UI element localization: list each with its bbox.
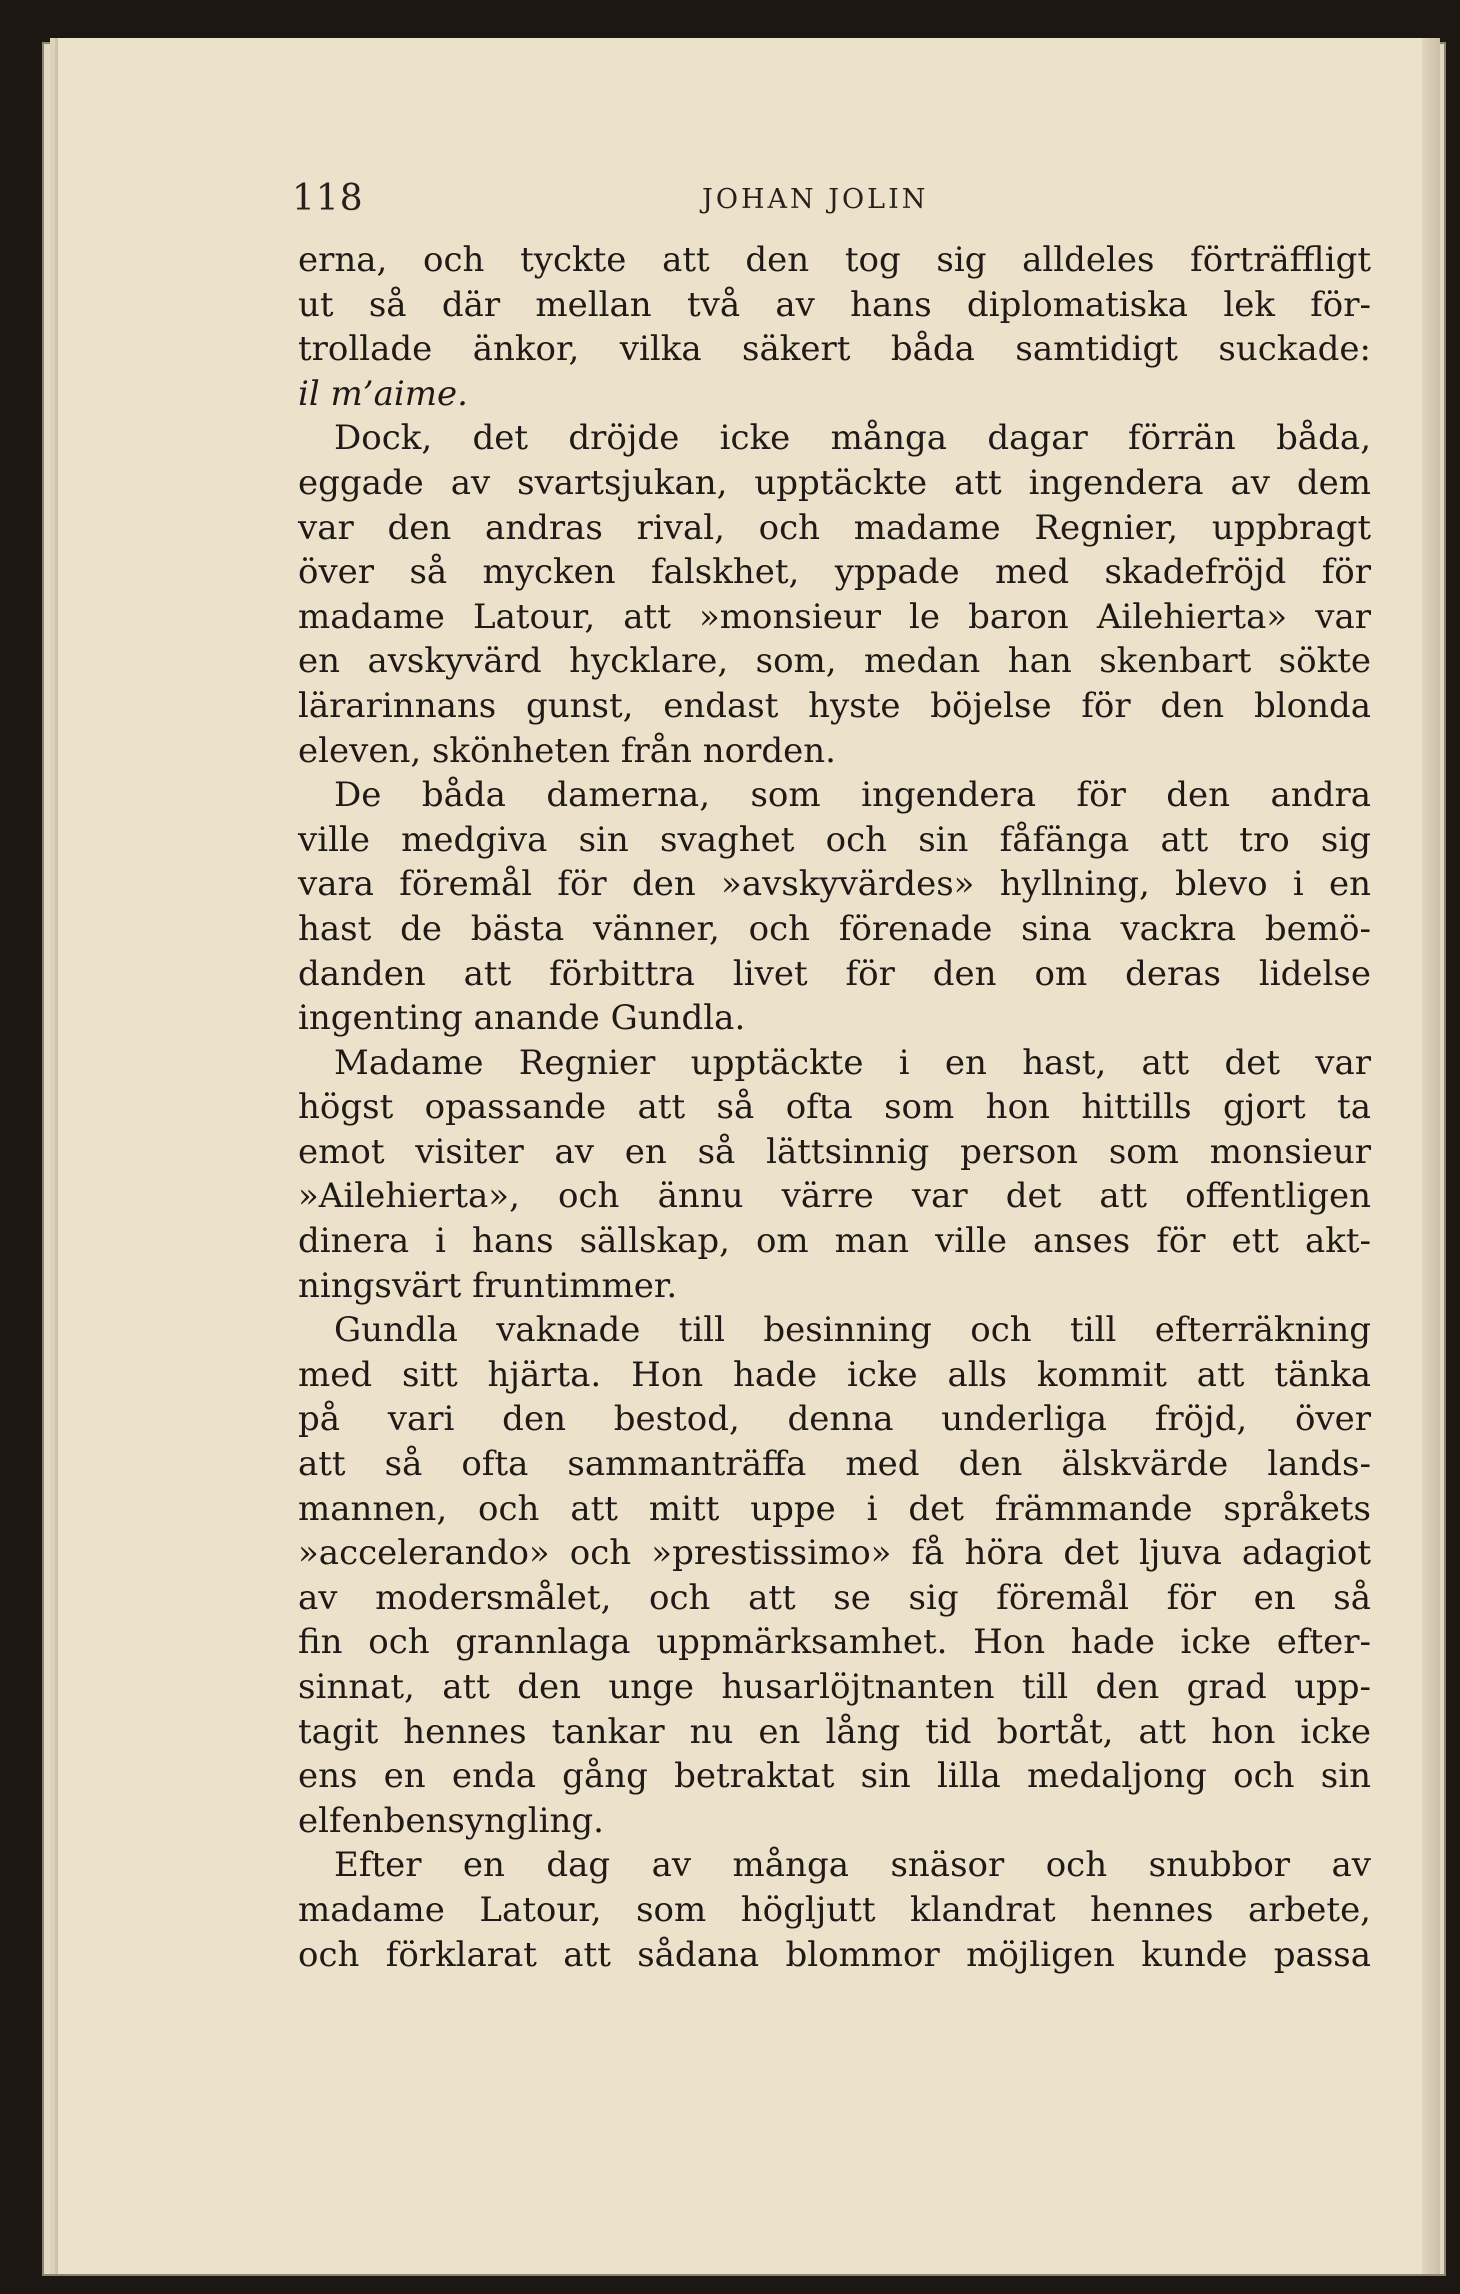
text-line: vara föremål för den »avskyvärdes» hyllning, blevo i en [298, 864, 1371, 905]
text-line: och förklarat att sådana blommor möjligen kunde passa [298, 1934, 1371, 1975]
text-line: »Ailehierta», och ännu värre var det att offentligen [298, 1176, 1371, 1217]
text-line: De båda damerna, som ingendera för den andra [334, 775, 1371, 816]
text-line: »accelerando» och »prestissimo» få höra det ljuva adagiot [298, 1533, 1371, 1574]
text-line: erna, och tyckte att den tog sig alldeles förträffligt [298, 240, 1371, 280]
text-line: Dock, det dröjde icke många dagar förrän båda, [334, 418, 1371, 459]
text-line: med sitt hjärta. Hon hade icke alls kommit att tänka [298, 1354, 1371, 1395]
text-line: trollade änkor, vilka säkert båda samtidigt suckade: [298, 329, 1371, 370]
text-line: tagit hennes tankar nu en lång tid bortåt, att hon icke [298, 1711, 1371, 1752]
text-line: var den andras rival, och madame Regnier, uppbragt [298, 507, 1371, 548]
text-line: emot visiter av en så lättsinnig person som monsieur [298, 1131, 1371, 1172]
text-line: eggade av svartsjukan, upptäckte att ingendera av dem [298, 462, 1371, 503]
text-line: att så ofta sammanträffa med den älskvärde lands- [298, 1444, 1371, 1485]
text-line: ut så där mellan två av hans diplomatiska lek för- [298, 284, 1371, 325]
text-line: Madame Regnier upptäckte i en hast, att det var [334, 1042, 1371, 1083]
text-line: över så mycken falskhet, yppade med skadefröjd för [298, 552, 1371, 593]
text-line: på vari den bestod, denna underliga fröjd, över [298, 1399, 1371, 1440]
page-number: 118 [292, 178, 364, 219]
text-line: fin och grannlaga uppmärksamhet. Hon hade icke efter- [298, 1622, 1371, 1663]
page-header [292, 178, 1372, 238]
running-head: JOHAN JOLIN [702, 184, 929, 215]
text-line: högst opassande att så ofta som hon hittills gjort ta [298, 1087, 1371, 1128]
page-edge [1422, 38, 1440, 2274]
text-line: eleven, skönheten från norden. [298, 730, 836, 771]
text-line: dinera i hans sällskap, om man ville anses för ett akt- [298, 1221, 1371, 1262]
text-line: ningsvärt fruntimmer. [298, 1265, 678, 1306]
text-line: ville medgiva sin svaghet och sin fåfänga att tro sig [298, 819, 1371, 860]
text-line: mannen, och att mitt uppe i det främmande språkets [298, 1488, 1371, 1529]
text-line: madame Latour, att »monsieur le baron Ailehierta» var [298, 596, 1371, 637]
text-line: danden att förbittra livet för den om deras lidelse [298, 953, 1371, 994]
text-line: elfenbensyngling. [298, 1800, 604, 1841]
text-line: lärarinnans gunst, endast hyste böjelse för den blonda [298, 685, 1371, 726]
text-line: sinnat, att den unge husarlöjtnanten till den grad upp- [298, 1667, 1371, 1707]
text-line: ens en enda gång betraktat sin lilla medaljong och sin [298, 1756, 1371, 1797]
text-line: il m’aime. [298, 373, 468, 414]
body-text [298, 238, 1371, 1977]
text-line: madame Latour, som högljutt klandrat hennes arbete, [298, 1889, 1371, 1930]
text-line: av modersmålet, och att se sig föremål för en så [298, 1577, 1371, 1618]
text-line: ingenting anande Gundla. [298, 998, 746, 1039]
text-line: Gundla vaknade till besinning och till efterräkning [334, 1310, 1371, 1351]
text-line: Efter en dag av många snäsor och snubbor av [334, 1845, 1371, 1886]
text-line: hast de bästa vänner, och förenade sina vackra bemö- [298, 908, 1371, 949]
text-line: en avskyvärd hycklare, som, medan han skenbart sökte [298, 641, 1371, 682]
